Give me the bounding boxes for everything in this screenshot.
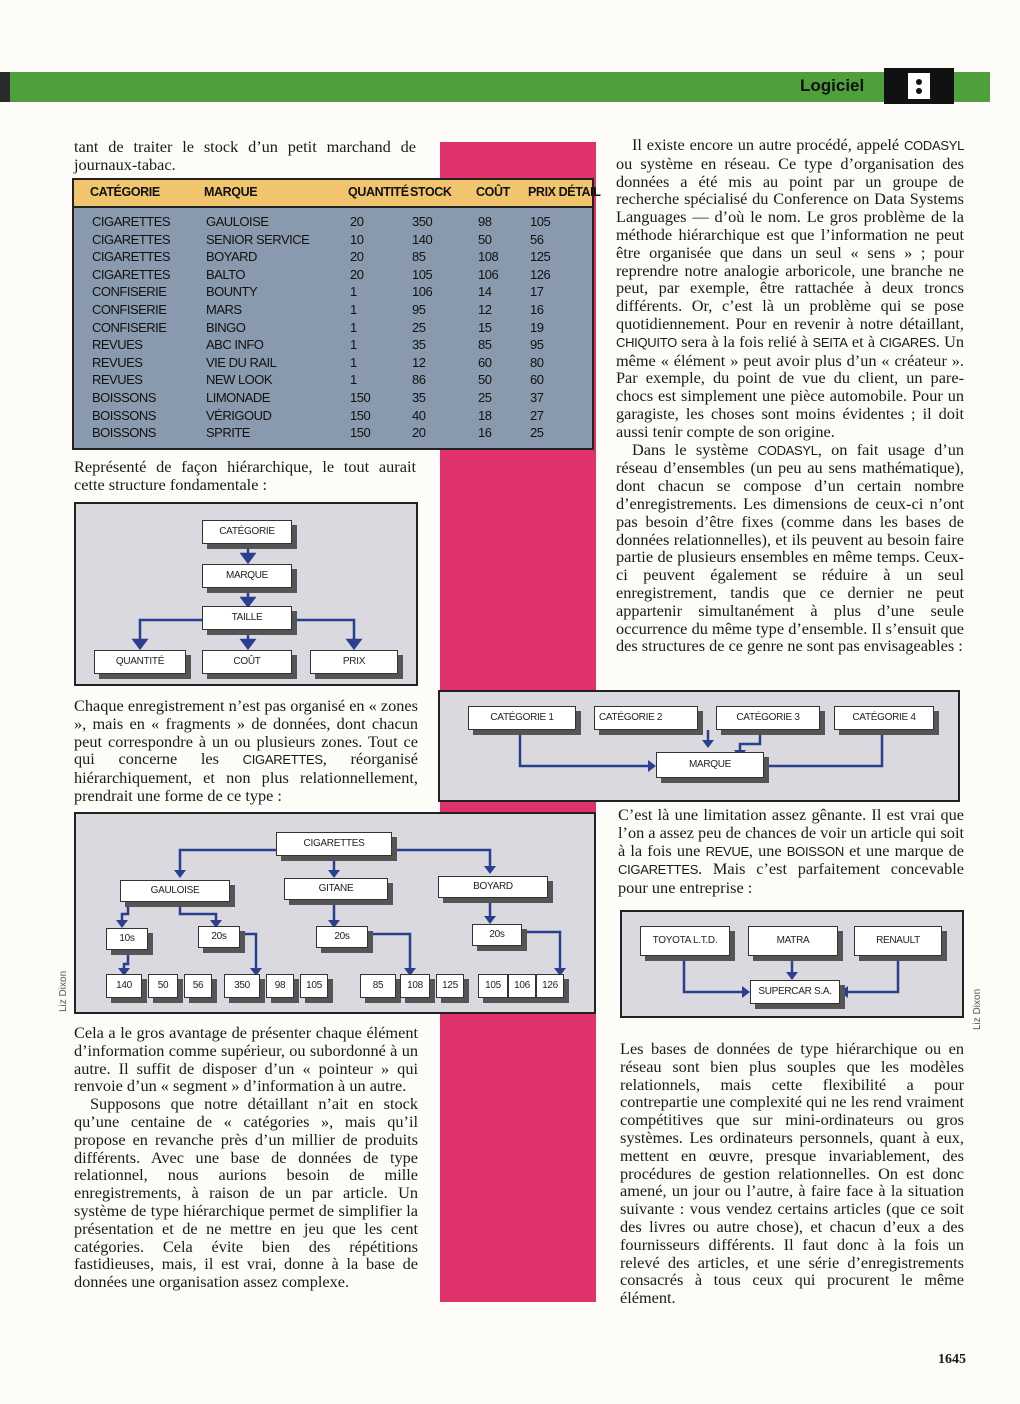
cell-stock: 140 [412,231,433,247]
structure-box-prix: PRIX [310,650,398,674]
supercar-box-result: SUPERCAR S.A. [750,980,840,1004]
cell-marque: ABC INFO [206,337,264,353]
cell-prix: 60 [530,372,544,388]
cell-stock: 20 [412,425,426,441]
cell-quantite: 1 [350,284,357,300]
value-box: 106 [508,974,536,998]
photo-credit-right: Liz Dixon [972,988,983,1030]
cell-prix: 27 [530,407,544,423]
cell-prix: 95 [530,337,544,353]
cell-quantite: 1 [350,337,357,353]
codasyl-intro-text [616,136,964,441]
brand-box-boyard: BOYARD [438,876,548,898]
cell-marque: MARS [206,302,242,317]
table-row [74,337,592,355]
table-row [74,425,592,443]
cell-marque: NEW LOOK [206,372,273,388]
cell-marque: GAULOISE [206,214,269,229]
table-row [74,232,592,250]
p1-c: sera à la fois relié à [676,331,813,351]
cell-cout: 98 [478,214,492,229]
limitation-text [618,806,964,897]
cell-categorie: CIGARETTES [92,249,171,265]
chaque-text [74,697,418,805]
table-header [74,180,601,208]
cell-cout: 12 [478,302,492,317]
cell-marque: BALTO [206,266,245,282]
intro-text: tant de traiter le stock d’un petit marchand de journaux-tabac. [74,137,416,174]
cell-cout: 14 [478,284,492,300]
p1-e: . Un même « élément » peut avoir plus d’un « créateur ». Par exemple, du point de vue du client, un pare-chocs est simplement une pièce automobile. Pour un garagiste, les choses sont moins évidentes ; il doit aussi tenir compte de son origine. [616,331,964,441]
cell-prix: 19 [530,319,544,335]
value-box: 50 [148,974,178,998]
conclusion-text: Les bases de données de type hiérarchique ou en réseau sont bien plus souples que les modèles relationnels, mais cette flexibilité a pour contrepartie une complexité qui ne les rend vraiment compétitives que sur mini-ordinateurs ou gros systèmes. Les ordinateurs personnels, quant à eux, mettent en œuvre, presque invariablement, des procédures de gestion relationnelles. On est donc amené, un jour ou l’autre, à faire face à la situation suivante : vous vendez certains articles (que ce soit des livres ou autre chose), et chacun d’eux a des fournisseurs différents. Il faut donc à la fois un relevé des articles, et une série d’enregistrements consacrés à tous ceux qui procurent le même élément. [620,1039,964,1308]
brand-box-gauloise: GAULOISE [120,880,230,902]
value-box: 98 [266,974,294,998]
after-table-text: Représenté de façon hiérarchique, le tout aurait cette structure fondamentale : [74,457,416,494]
cell-quantite: 1 [350,354,357,370]
after-table-paragraph [74,458,416,494]
cell-cout: 85 [478,337,492,353]
p1-a: Il existe encore un autre procédé, appelé [632,135,904,154]
value-box: 105 [300,974,328,998]
cell-prix: 25 [530,425,544,441]
cell-marque: BINGO [206,319,246,335]
photo-credit-left: Liz Dixon [58,970,69,1012]
structure-box-quantite: QUANTITÉ [94,650,186,674]
table-row [74,284,592,302]
cell-quantite: 150 [350,390,371,405]
cell-cout: 18 [478,407,492,423]
cela-paragraph [74,1024,418,1291]
cela-text: Cela a le gros avantage de présenter chaque élément d’information comme supérieur, ou subordonné à un autre. Il suffit de disposer d’un « pointeur » qui renvoie d’un « segment » d’information à un autre. [74,1023,418,1096]
table-row [74,214,592,232]
table-row [74,390,592,408]
cell-quantite: 20 [350,214,364,229]
value-box: 140 [106,974,142,998]
conclusion-paragraph [620,1040,964,1307]
cell-quantite: 1 [350,372,357,388]
p3-c: et une marque de [843,840,965,860]
cell-marque: LIMONADE [206,390,270,405]
cell-prix: 16 [530,302,544,317]
value-box: 56 [184,974,212,998]
supposons-text: Supposons que notre détaillant n’ait en stock qu’une centaine de « catégories », mais qu’il propose en revanche près d’un millier de produits différents. Avec une base de données de type relationnel, nous aurions besoin de mille enregistrements, à raison de un par article. Un système de type hiérarchique permet de simplifier la présentation et de ne mettre en jeu que les cent catégories. Cela évite bien des répétitions fastidieuses, mais, il est vrai, donne à la base de données une organisation assez complexe. [74,1094,418,1292]
table-row [74,320,592,338]
network-box-categorie-1: CATÉGORIE 1 [468,706,576,730]
cell-categorie: REVUES [92,337,143,353]
size-box-gauloise-20s: 20s [198,926,240,948]
table-row [74,372,592,390]
p3-a: C’est là une limitation assez gênante. Il est vrai que l’on a assez peu de chances de voir un article qui soit à la fois une [618,805,964,860]
p3-d: . Mais c’est parfaitement concevable pour une entreprise : [618,859,964,898]
cell-stock: 35 [412,337,426,353]
cell-marque: BOYARD [206,249,257,265]
network-box-categorie-4: CATÉGORIE 4 [834,706,934,730]
cigarettes-hierarchy-diagram [74,812,596,1014]
cell-prix: 126 [530,266,551,282]
cell-stock: 25 [412,319,426,335]
cell-marque: SPRITE [206,425,250,441]
supercar-box-matra: MATRA [748,926,838,956]
cell-stock: 106 [412,284,433,300]
value-box: 85 [360,974,396,998]
cell-marque: BOUNTY [206,284,258,300]
cell-stock: 95 [412,302,426,317]
cell-categorie: BOISSONS [92,425,156,441]
col-header-categorie: CATÉGORIE [90,185,160,199]
cell-stock: 35 [412,390,426,405]
cell-prix: 17 [530,284,544,300]
cell-categorie: CIGARETTES [92,231,171,247]
size-box-gitane-20s: 20s [316,926,368,948]
p1-d: et à [847,331,880,351]
table-row [74,355,592,373]
cell-quantite: 150 [350,407,371,423]
p1-b: ou système en réseau. Ce type d’organisation des données a été mis au point par un groupe de recherche spécialisé du Conference on Data Systems Languages — d’où le nom. Le gros problème de la méthode hiérarchique est que l’information ne peut être organisée que dans un seul « sens » ; pour reprendre notre analogie arboricole, une branche ne peut, par exemple, être rattachée à deux troncs différents. Or, c’est là un problème qui se pose quotidiennement. Pour en revenir à notre détaillant, [616,153,964,333]
value-box: 108 [400,974,430,998]
network-box-marque: MARQUE [656,752,764,778]
size-box-boyard-20s: 20s [472,924,522,946]
cell-categorie: REVUES [92,372,143,388]
structure-box-categorie: CATÉGORIE [202,520,292,544]
cell-quantite: 150 [350,425,371,441]
cell-quantite: 10 [350,231,364,247]
cell-cout: 108 [478,249,499,265]
col-header-stock: STOCK [410,185,452,199]
cell-stock: 85 [412,249,426,265]
cell-cout: 50 [478,231,492,247]
value-box: 105 [478,974,508,998]
cell-cout: 15 [478,319,492,335]
keyword-cigarettes: CIGARETTES [242,752,323,768]
col-header-quantite: QUANTITÉ [348,185,409,199]
cell-quantite: 1 [350,302,357,317]
network-box-categorie-2: CATÉGORIE 2 [594,706,698,730]
keyword-codasyl-2: CODASYL [757,442,818,458]
intro-paragraph [74,138,416,174]
header-bar-edge [0,72,10,102]
cell-categorie: CIGARETTES [92,266,171,282]
cell-categorie: BOISSONS [92,390,156,405]
p2-a: Dans le système [632,439,758,459]
col-header-cout: COÛT [476,185,510,199]
p2-b: , on fait usage d’un réseau d’ensembles (un peu au sens mathématique), dont chacun se compose d’un certain nombre d’enregistrements. Les dimensions de ceux-ci n’ont pas besoin d’être fixes (comme dans les bases de données relationnelles), et ils peuvent au besoin faire partie de plusieurs ensembles en même temps. Ceux-ci peuvent également se réduire à un seul enregistrement, tandis que ce dernier ne peut appartenir simultanément à plus d’une seule occurrence du même type d’ensemble. Il s’ensuit que des structures de ce genre ne sont pas envisageables : [616,439,964,656]
cell-categorie: CONFISERIE [92,302,167,317]
cell-cout: 25 [478,390,492,405]
chaque-text-a: Chaque enregistrement n’est pas organisé en « zones », mais en « fragments » de données, dont chacun peut correspondre à un ou plusieurs zones. Tout ce qui concerne les [74,696,418,769]
cell-quantite: 20 [350,249,364,265]
cell-cout: 50 [478,372,492,388]
keyword-seita: SEITA [812,334,848,350]
cell-categorie: CIGARETTES [92,214,171,229]
chaque-paragraph [74,697,418,805]
cell-stock: 40 [412,407,426,423]
stock-table [72,178,601,450]
cell-categorie: CONFISERIE [92,319,167,335]
brand-box-gitane: GITANE [284,878,388,900]
cell-prix: 125 [530,249,551,265]
cell-cout: 16 [478,425,492,441]
structure-box-taille: TAILLE [202,606,292,630]
value-box: 350 [224,974,260,998]
size-box-gauloise-10s: 10s [106,928,148,950]
table-row [74,267,592,285]
cell-stock: 350 [412,214,433,229]
keyword-revue: REVUE [705,843,749,859]
cigarettes-root-box: CIGARETTES [276,832,392,856]
codasyl-system-text [616,441,964,656]
p3-b: , une [748,840,787,860]
keyword-codasyl: CODASYL [903,138,964,153]
network-diagram [438,690,960,802]
table-row [74,249,592,267]
section-title: Logiciel [800,76,865,95]
cell-cout: 106 [478,266,499,282]
cell-prix: 80 [530,354,544,370]
cell-categorie: CONFISERIE [92,284,167,300]
cell-prix: 105 [530,214,551,229]
supercar-box-renault: RENAULT [854,926,942,956]
cell-stock: 105 [412,266,433,282]
cell-stock: 86 [412,372,426,388]
structure-box-marque: MARQUE [202,564,292,588]
cell-marque: VÉRIGOUD [206,407,272,423]
supercar-box-toyota: TOYOTA L.T.D. [640,926,730,956]
keyword-cigarettes-2: CIGARETTES [618,862,699,878]
page-number: 1645 [938,1352,966,1367]
col-header-marque: MARQUE [204,185,258,199]
network-box-categorie-3: CATÉGORIE 3 [716,706,820,730]
table-row [74,408,592,426]
cell-quantite: 1 [350,319,357,335]
chaque-text-b: , réorganisé hiérarchiquement, et non plus relationnellement, prendrait une forme de ce type : [74,749,418,805]
limitation-paragraph [618,806,964,897]
cell-marque: SENIOR SERVICE [206,231,310,247]
col-header-prix: PRIX DÉTAIL [528,185,601,199]
right-paragraphs-top [616,136,964,655]
floppy-disk-icon [884,68,954,104]
keyword-boisson: BOISSON [786,843,844,859]
cell-categorie: REVUES [92,354,143,370]
cell-cout: 60 [478,354,492,370]
cell-stock: 12 [412,354,426,370]
cell-quantite: 20 [350,266,364,282]
supercar-diagram [620,910,964,1018]
table-row [74,302,592,320]
structure-box-cout: COÛT [202,650,292,674]
cell-prix: 37 [530,390,544,405]
value-box: 126 [536,974,564,998]
cell-marque: VIE DU RAIL [206,354,277,370]
keyword-cigares: CIGARES [879,334,936,350]
cell-prix: 56 [530,231,544,247]
cell-categorie: BOISSONS [92,407,156,423]
value-box: 125 [436,974,464,998]
keyword-chiquito: CHIQUITO [616,334,677,350]
structure-diagram [74,502,418,686]
